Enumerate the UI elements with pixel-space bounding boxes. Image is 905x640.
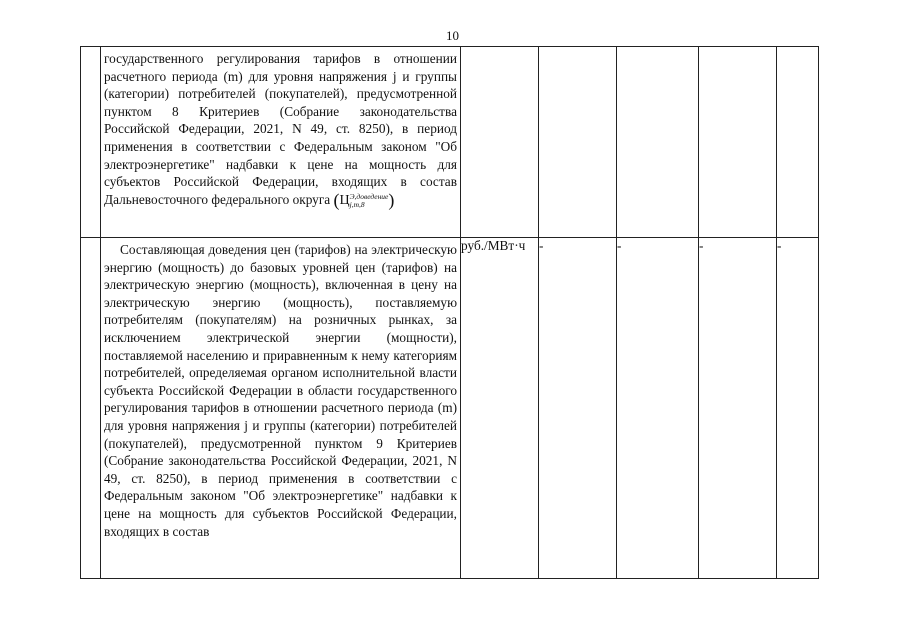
value-cell	[777, 47, 819, 238]
unit-cell	[461, 47, 539, 238]
value-cell	[617, 47, 699, 238]
value-cell	[699, 47, 777, 238]
formula-subscript: j,m,8	[349, 200, 365, 210]
value-cell: -	[539, 238, 617, 579]
formula-superscript: Э,доведение	[349, 192, 389, 202]
tariff-table	[80, 46, 819, 579]
formula-close-paren: )	[388, 190, 395, 211]
unit-cell: руб./МВт·ч	[461, 238, 539, 579]
row-number-cell	[81, 47, 101, 238]
description-text: государственного регулирования тарифов в отношении расчетного периода (m) для уровня напряжения j и группы (категории) потребителей (покупателей), предусмотренной пунктом 8 Критериев (Собрание законодательства Российской Федерации, 2021, N 49, ст. 8250), в период применения в соответствии с Федеральным законом "Об электроэнергетике" надбавки к цене на мощность для субъектов Российской Федерации, входящих в состав Дальневосточного федерального округа	[104, 51, 457, 207]
formula	[334, 191, 395, 210]
description-text: Составляющая доведения цен (тарифов) на электрическую энергию (мощность) до базовых уровней цен (тарифов) на электрическую энергию (мощность), включенная в цену на электрическую энергию (мощность), поставляемую потребителям (покупателям) на розничных рынках, за исключением электрической энергии (мощности), поставляемой населению и приравненным к нему категориям потребителей, определяемая органом исполнительной власти субъекта Российской Федерации в области государственного регулирования тарифов в отношении расчетного периода (m) для уровня напряжения j и группы (категории) потребителей (покупателей), предусмотренной пунктом 9 Критериев (Собрание законодательства Российской Федерации, 2021, N 49, ст. 8250), в период применения в соответствии с Федеральным законом "Об электроэнергетике" надбавки к цене на мощность для субъектов Российской Федерации, входящих в состав	[104, 242, 457, 539]
formula-base: Ц	[339, 193, 350, 209]
formula-open-paren: (	[333, 190, 340, 211]
table-row	[81, 47, 819, 238]
page-number: 10	[446, 28, 459, 43]
row-number-cell	[81, 238, 101, 579]
value-cell: -	[777, 238, 819, 579]
table-row	[81, 238, 819, 579]
description-cell	[101, 47, 461, 238]
description-cell	[101, 238, 461, 579]
value-cell: -	[617, 238, 699, 579]
value-cell	[539, 47, 617, 238]
value-cell: -	[699, 238, 777, 579]
